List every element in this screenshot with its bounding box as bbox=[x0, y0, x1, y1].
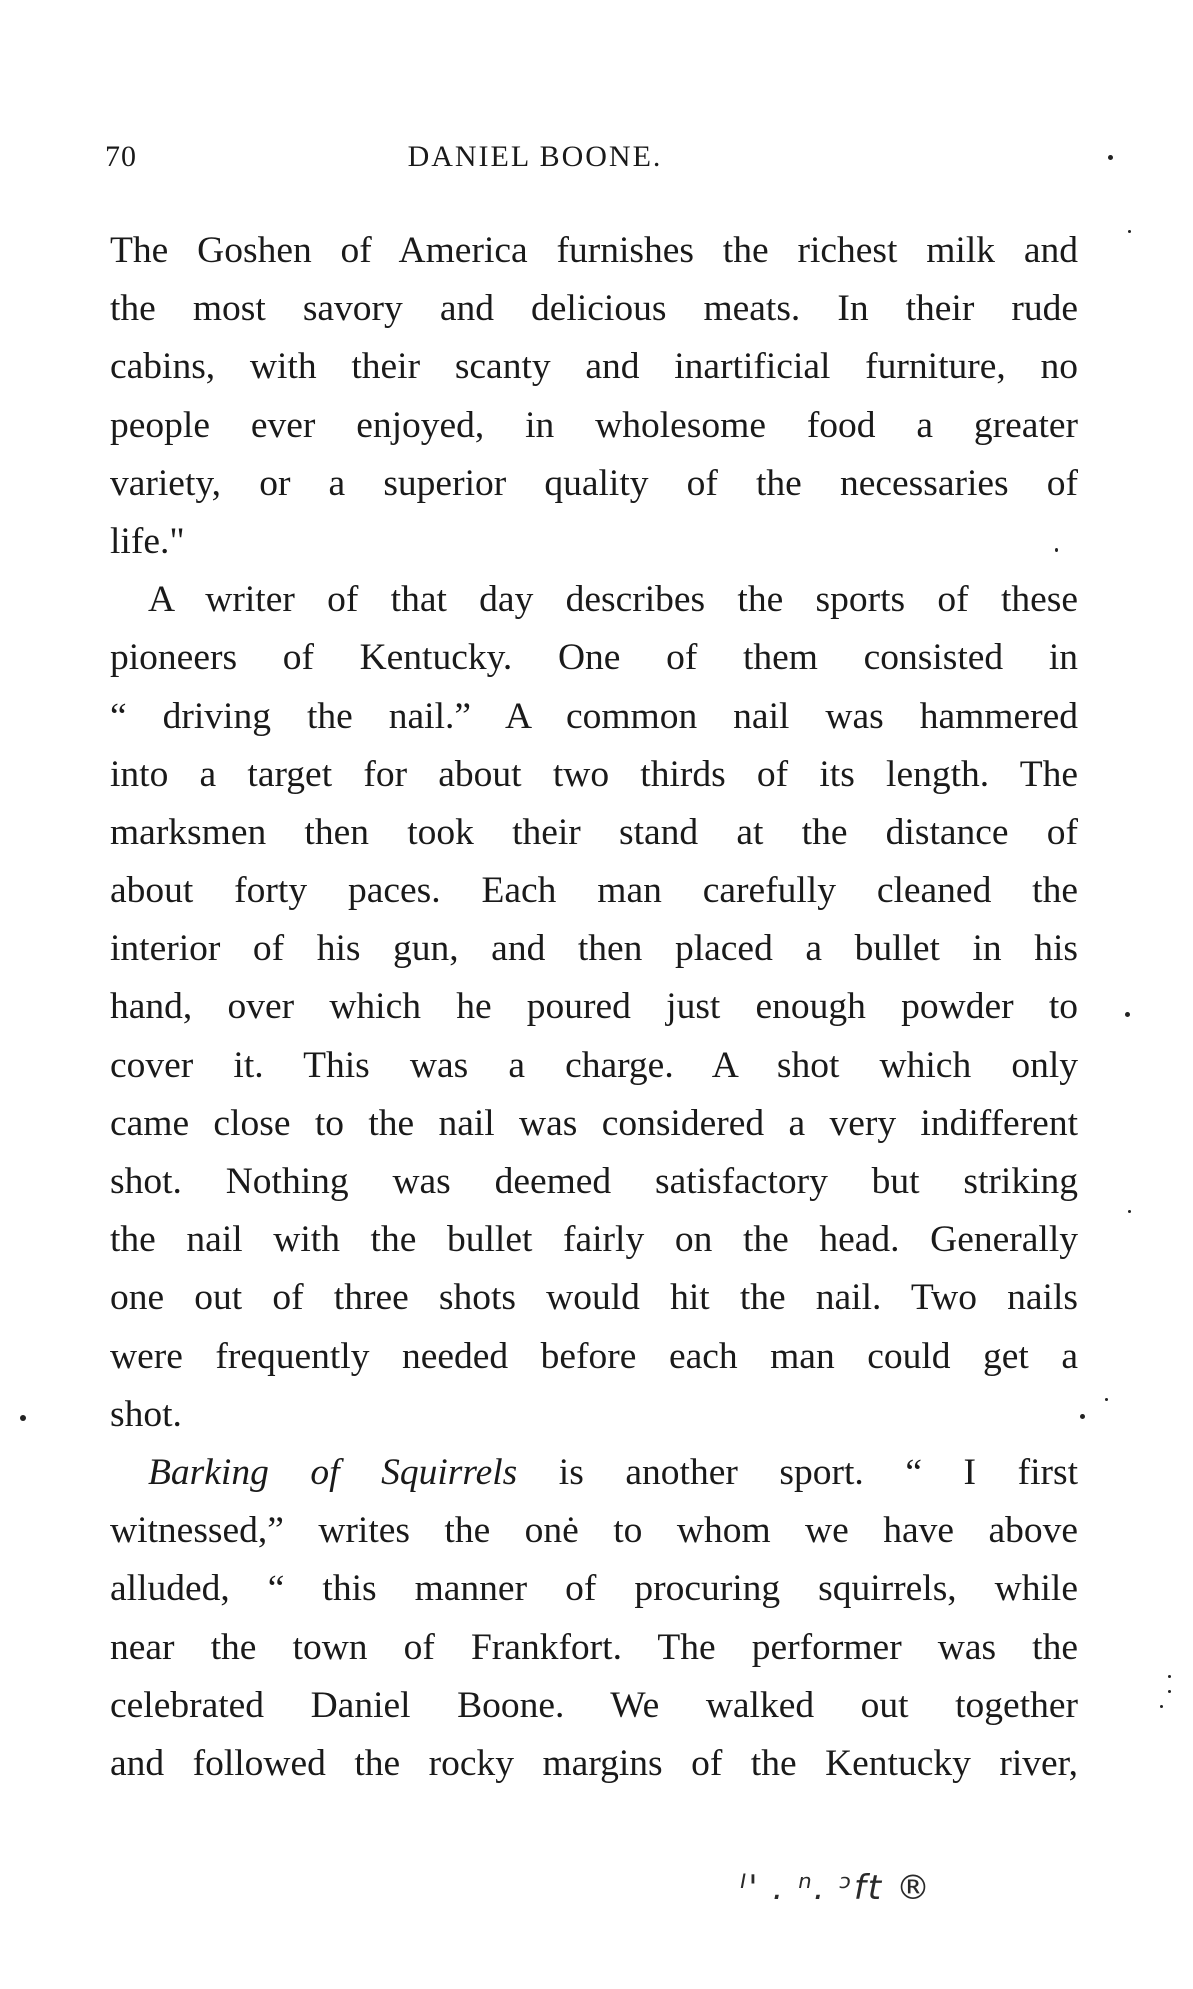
text-line: witnessed,” writes the onė to whom we have above bbox=[110, 1510, 1078, 1552]
text-line: A writer of that day describes the sports of these bbox=[148, 579, 1078, 621]
body-text bbox=[110, 222, 1078, 1793]
line-continuation: is another sport. “ I first bbox=[517, 1451, 1078, 1493]
text-line: alluded, “ this manner of procuring squirrels, while bbox=[110, 1568, 1078, 1610]
text-line: interior of his gun, and then placed a bullet in his bbox=[110, 928, 1078, 970]
scan-speck bbox=[1080, 1414, 1085, 1419]
text-line: pioneers of Kentucky. One of them consisted in bbox=[110, 637, 1078, 679]
scan-speck bbox=[1128, 1210, 1131, 1213]
scan-speck bbox=[1168, 1675, 1171, 1678]
text-line: shot. bbox=[110, 1393, 182, 1435]
scan-speck bbox=[20, 1415, 26, 1421]
text-line: The Goshen of America furnishes the richest milk and bbox=[110, 230, 1078, 271]
running-head: DANIEL BOONE. bbox=[407, 140, 663, 173]
page-number: 70 bbox=[105, 140, 137, 173]
page-header bbox=[105, 140, 1085, 180]
scan-speck bbox=[1128, 230, 1131, 233]
scan-speck bbox=[1160, 1705, 1163, 1708]
text-line: cover it. This was a charge. A shot which only bbox=[110, 1044, 1078, 1086]
text-line: and followed the rocky margins of the Kentucky river, bbox=[110, 1742, 1078, 1784]
text-line: were frequently needed before each man could get a bbox=[110, 1335, 1078, 1377]
text-line: the most savory and delicious meats. In their rude bbox=[110, 288, 1078, 330]
text-line: variety, or a superior quality of the necessaries of bbox=[110, 462, 1078, 504]
text-line: celebrated Daniel Boone. We walked out together bbox=[110, 1684, 1078, 1726]
scan-speck bbox=[1125, 1012, 1130, 1017]
text-line: into a target for about two thirds of its length. The bbox=[110, 753, 1078, 795]
text-line: life." bbox=[110, 520, 185, 562]
text-line: about forty paces. Each man carefully cleaned the bbox=[110, 870, 1078, 912]
italic-phrase: Barking of Squirrels bbox=[148, 1451, 518, 1493]
text-line: came close to the nail was considered a very indifferent bbox=[110, 1102, 1078, 1144]
text-line: people ever enjoyed, in wholesome food a greater bbox=[110, 404, 1078, 446]
text-line: near the town of Frankfort. The performer was the bbox=[110, 1626, 1078, 1668]
scan-watermark: ᴵ' . ⁿ. ᵓft ® bbox=[740, 1868, 932, 1908]
text-line: hand, over which he poured just enough powder to bbox=[110, 986, 1078, 1028]
text-line: cabins, with their scanty and inartificial furniture, no bbox=[110, 346, 1078, 388]
text-line bbox=[110, 1444, 1078, 1502]
text-line: “ driving the nail.” A common nail was hammered bbox=[110, 695, 1078, 737]
text-line: the nail with the bullet fairly on the head. Generally bbox=[110, 1219, 1078, 1261]
scan-speck bbox=[1055, 548, 1058, 552]
text-line: marksmen then took their stand at the distance of bbox=[110, 811, 1078, 853]
scan-speck bbox=[1105, 1398, 1108, 1401]
scan-speck bbox=[1108, 155, 1113, 160]
text-line: one out of three shots would hit the nail. Two nails bbox=[110, 1277, 1078, 1319]
text-line: shot. Nothing was deemed satisfactory but striking bbox=[110, 1161, 1078, 1202]
scan-speck bbox=[1168, 1690, 1171, 1693]
